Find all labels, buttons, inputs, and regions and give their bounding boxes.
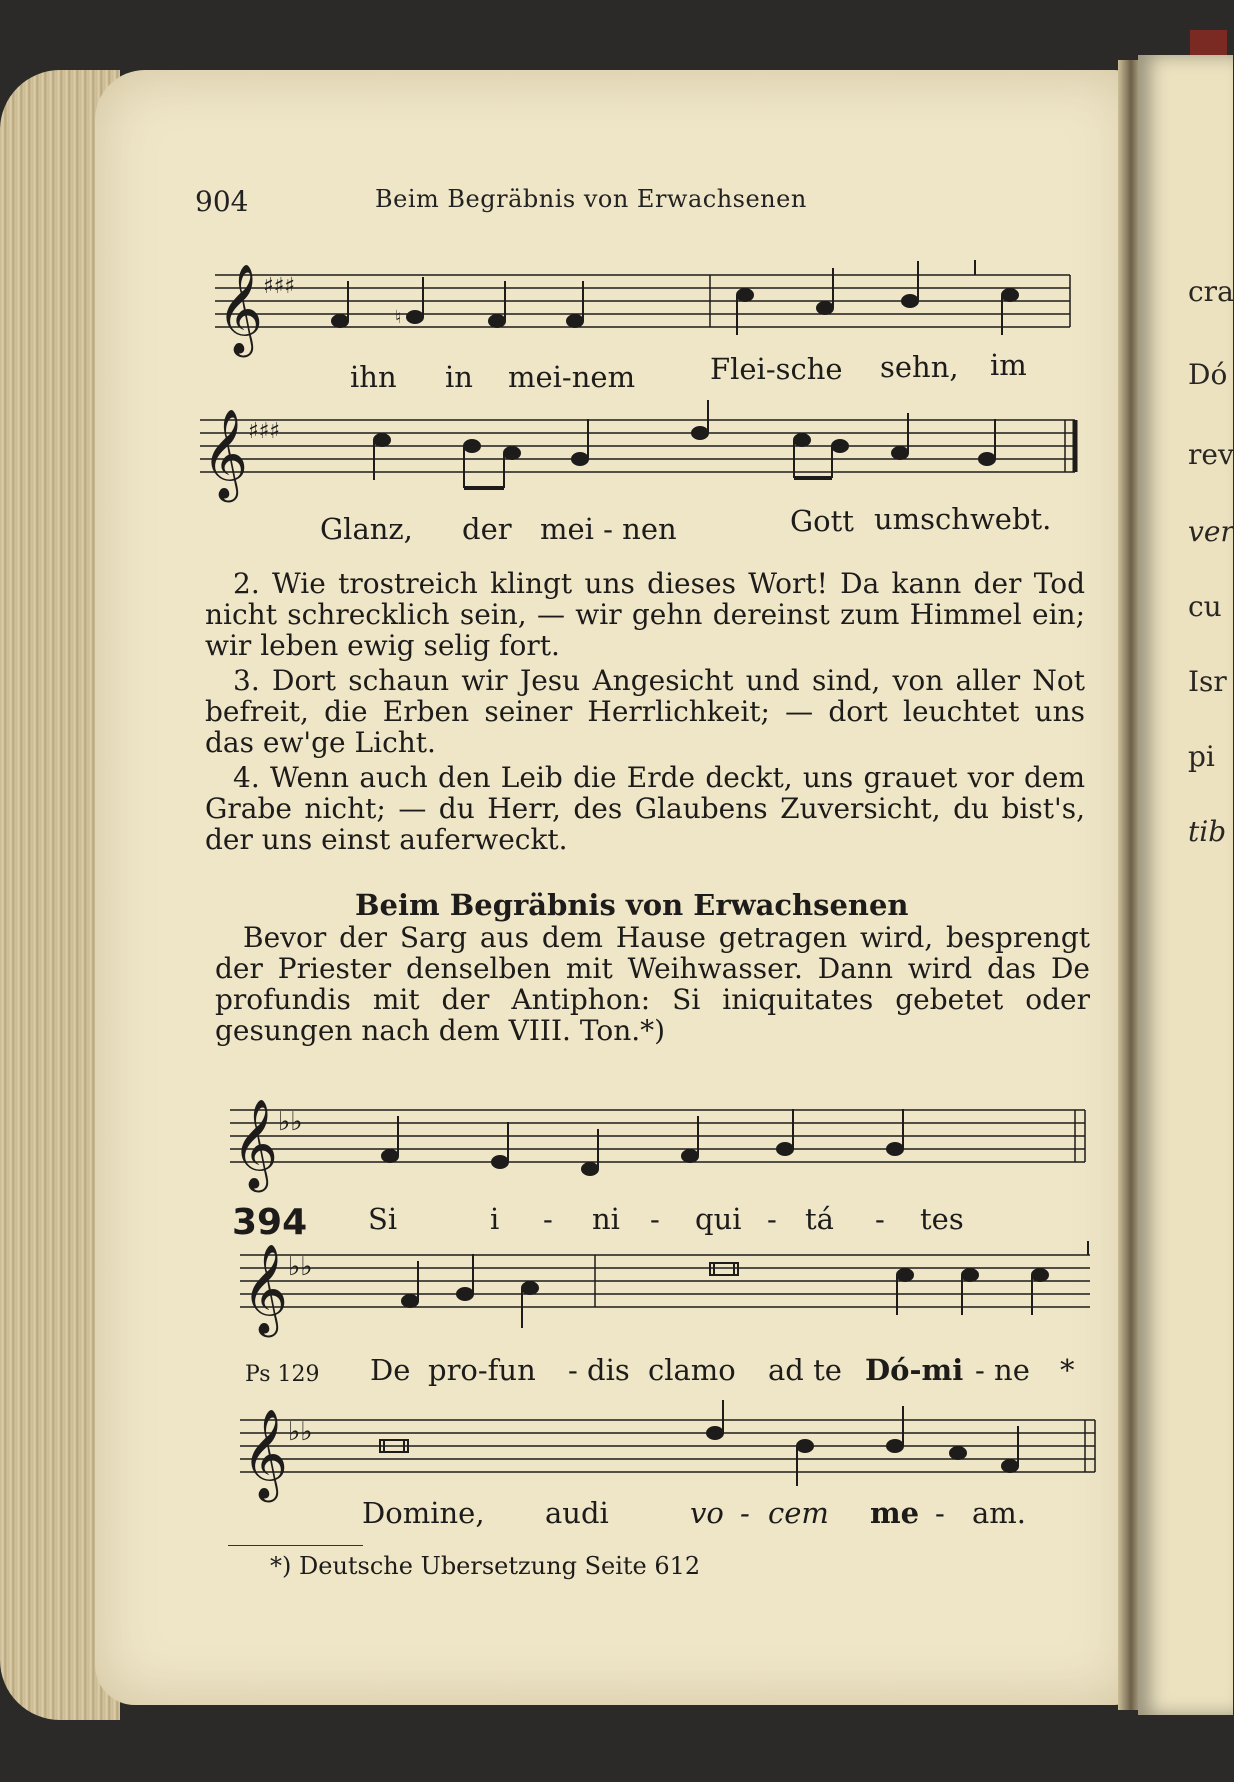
footnote: *) Deutsche Ubersetzung Seite 612 <box>270 1552 701 1580</box>
lyric-syllable: * <box>1060 1353 1075 1387</box>
hymn-verses <box>205 568 1085 859</box>
lyric-word: sehn, <box>880 350 959 384</box>
lyric-syllable: clamo <box>648 1353 736 1387</box>
lyric-syllable: tá <box>805 1202 834 1236</box>
lyric-syllable: - dis <box>568 1353 630 1387</box>
psalm-label: Ps 129 <box>245 1362 320 1387</box>
svg-text:𝄞: 𝄞 <box>242 1244 289 1334</box>
lyric-syllable: - <box>650 1202 660 1236</box>
facing-fragment: cu <box>1188 590 1222 623</box>
lyric-syllable: Domine, <box>362 1496 485 1530</box>
facing-fragment: Dó <box>1188 358 1228 391</box>
lyric-word: Gott <box>790 504 854 538</box>
lyric-word: umschwebt. <box>874 502 1052 536</box>
lyric-syllable: - <box>875 1202 885 1236</box>
lyric-word: Flei-sche <box>710 352 843 386</box>
lyric-syllable: qui <box>695 1202 742 1236</box>
lyric-syllable: - <box>543 1202 553 1236</box>
lyric-syllable: Dó-mi <box>865 1353 964 1387</box>
page-number: 904 <box>195 185 249 218</box>
lyric-syllable: Si <box>368 1202 398 1236</box>
chant-staff-3 <box>240 1400 1100 1510</box>
lyric-syllable: - <box>935 1496 945 1530</box>
lyric-syllable: vo <box>690 1496 724 1530</box>
svg-text:♯♯♯: ♯♯♯ <box>263 274 295 299</box>
lyric-word: mei - nen <box>540 512 677 546</box>
lyric-syllable: cem <box>768 1496 829 1530</box>
chant-staff-2 <box>240 1235 1100 1345</box>
lyric-syllable: pro-fun <box>428 1353 536 1387</box>
lyric-syllable: audi <box>545 1496 609 1530</box>
facing-fragment: ver <box>1188 515 1234 548</box>
lyric-syllable: De <box>370 1353 411 1387</box>
svg-text:𝄞: 𝄞 <box>217 264 264 354</box>
svg-text:♭♭: ♭♭ <box>288 1252 313 1282</box>
facing-fragment: pi <box>1188 740 1215 773</box>
lyric-word: mei-nem <box>508 360 636 394</box>
facing-fragment: rev <box>1188 438 1234 471</box>
lyric-syllable: tes <box>920 1202 964 1236</box>
lyric-syllable: ni <box>592 1202 620 1236</box>
section-heading: Beim Begräbnis von Erwachsenen <box>355 888 909 922</box>
lyric-syllable: am. <box>972 1496 1027 1530</box>
lyric-word: der <box>462 512 512 546</box>
svg-text:𝄞: 𝄞 <box>242 1409 289 1499</box>
verse-4: 4. Wenn auch den Leib die Erde deckt, uns grauet vor dem Grabe nicht; — du Herr, des Glaubens Zuversicht, du bist's, der uns einst auferweckt. <box>205 761 1085 856</box>
verse-2: 2. Wie trostreich klingt uns dieses Wort! Da kann der Tod nicht schrecklich sein, — wir gehn dereinst zum Himmel ein; wir leben ewig selig fort. <box>205 567 1085 662</box>
lyric-syllable: ad te <box>768 1353 842 1387</box>
facing-fragment: Isr <box>1188 665 1227 698</box>
lyric-word: im <box>990 348 1027 382</box>
svg-text:♭♭: ♭♭ <box>278 1107 303 1137</box>
lyric-word: ihn <box>350 360 397 394</box>
chant-staff-1 <box>230 1090 1090 1200</box>
lyric-syllable: me <box>870 1496 920 1530</box>
lyric-syllable: - <box>767 1202 777 1236</box>
running-head: Beim Begräbnis von Erwachsenen <box>375 185 807 213</box>
verse-3: 3. Dort schaun wir Jesu Angesicht und sind, von aller Not befreit, die Erben seiner Herrlichkeit; — dort leuchtet uns das ew'ge Licht. <box>205 664 1085 759</box>
lyric-syllable: - ne <box>975 1353 1030 1387</box>
svg-text:𝄞: 𝄞 <box>202 409 249 499</box>
rubric-text: Bevor der Sarg aus dem Hause getragen wird, besprengt der Priester denselben mit Weihwasser. Dann wird das De profundis mit der Antiphon: Si iniquitates gebetet oder gesungen nach dem VIII. Ton.*) <box>215 921 1090 1047</box>
hymn-number: 394 <box>232 1202 308 1243</box>
lyric-word: in <box>445 360 473 394</box>
facing-fragment: cra <box>1188 275 1234 308</box>
svg-text:𝄞: 𝄞 <box>232 1099 279 1189</box>
svg-text:♭♭: ♭♭ <box>288 1417 313 1447</box>
facing-fragment: tib <box>1188 815 1227 848</box>
lyric-word: Glanz, <box>320 512 413 546</box>
lyric-syllable: i <box>490 1202 500 1236</box>
lyric-syllable: - <box>740 1496 750 1530</box>
footnote-rule <box>228 1545 363 1546</box>
svg-text:♯♯♯: ♯♯♯ <box>248 419 280 444</box>
svg-text:♮: ♮ <box>395 307 402 328</box>
